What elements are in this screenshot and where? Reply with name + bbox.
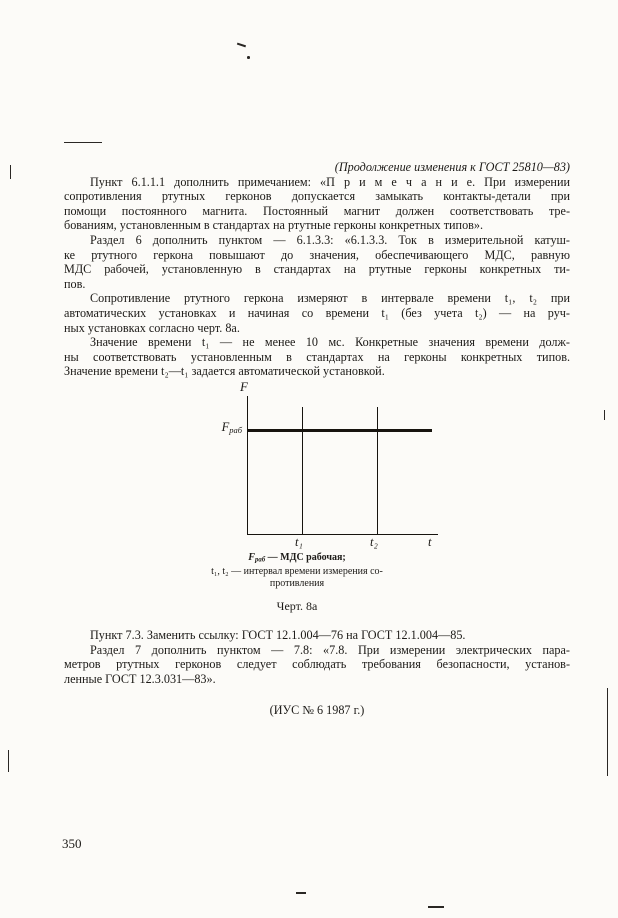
text-line: Раздел 7 дополнить пунктом — 7.8: «7.8. При измерении электрических пара- xyxy=(90,642,570,657)
scan-artifact xyxy=(607,688,608,776)
t2-marker-line xyxy=(377,407,378,535)
caption-line-1-text: — МДС рабочая; xyxy=(265,551,346,563)
text-line: Значение времени t₂—t₁ задается автоматической установкой. xyxy=(64,364,385,379)
scan-artifact xyxy=(8,750,9,772)
text-line: бованиям, установленным в стандартах на ртутные герконы конкретных типов». xyxy=(64,218,484,233)
paragraph-73 xyxy=(64,628,570,643)
ius-note: (ИУС № 6 1987 г.) xyxy=(269,703,365,718)
page-number: 350 xyxy=(62,836,82,851)
text-line: помощи постоянного магнита. Постоянный магнит должен соответствовать тре- xyxy=(64,203,570,218)
continuation-header: (Продолжение изменения к ГОСТ 25810—83) xyxy=(334,160,570,174)
text-line: ны соответствовать установленным в стандартах на герконы конкретных типов. xyxy=(64,349,570,364)
text-block xyxy=(64,160,570,718)
paragraph-resistance xyxy=(64,291,570,335)
text-line: ке ртутного геркона повышают до значения, обеспечивающего МДС, равную xyxy=(64,247,570,262)
scan-artifact xyxy=(296,892,306,894)
y-axis-label: F xyxy=(240,378,248,394)
frab-main: F xyxy=(221,419,230,434)
text-line: автоматических установках и начиная со времени t₁ (без учета t₂) — на руч- xyxy=(64,305,570,320)
frab-label xyxy=(190,421,242,437)
text-line: пов. xyxy=(64,276,86,291)
frab-level-line xyxy=(248,429,432,432)
t1-tick-label: t₁ xyxy=(295,534,303,549)
text-line: ных установках согласно черт. 8а. xyxy=(64,320,240,335)
text-line: Пункт 6.1.1.1 дополнить примечанием: «П р и м е ч а н и е. При измерении xyxy=(90,174,570,189)
scan-artifact xyxy=(604,410,605,420)
y-axis-line xyxy=(247,396,248,535)
caption-line-2: t₁, t₂ — интервал времени измерения со- xyxy=(211,566,383,578)
caption-line-3: противления xyxy=(269,577,325,589)
x-axis-line xyxy=(247,534,438,535)
x-axis-label: t xyxy=(428,534,432,549)
caption-frab-sub: раб xyxy=(254,556,266,564)
paragraph-6111 xyxy=(64,175,570,233)
t2-tick-label: t₂ xyxy=(370,534,378,549)
figure-chart-8a xyxy=(64,378,570,616)
caption-frab-main: F xyxy=(248,551,255,563)
t1-marker-line xyxy=(302,407,303,535)
caption-line-1 xyxy=(154,552,440,566)
text-line: метров ртутных герконов следует соблюдать требования безопасности, установ- xyxy=(64,657,570,672)
paragraph-time-values xyxy=(64,335,570,379)
text-line: Сопротивление ртутного геркона измеряют в интервале времени t₁, t₂ при xyxy=(90,291,570,306)
text-line: МДС рабочей, установленную в стандартах на ртутные герконы конкретных ти- xyxy=(64,262,570,277)
text-line: Значение времени t₁ — не менее 10 мс. Конкретные значения времени долж- xyxy=(90,335,570,350)
scan-artifact xyxy=(64,142,102,143)
figure-caption xyxy=(154,552,440,613)
figure-title: Черт. 8а xyxy=(276,599,318,614)
scan-artifact xyxy=(428,906,444,908)
text-line: сопротивления ртутных герконов допускается замыкать контакты-детали при xyxy=(64,189,570,204)
paragraph-6133 xyxy=(64,233,570,291)
scan-artifact xyxy=(10,165,11,179)
text-line: Пункт 7.3. Заменить ссылку: ГОСТ 12.1.004—76 на ГОСТ 12.1.004—85. xyxy=(90,627,466,642)
text-line: ленные ГОСТ 12.3.031—83». xyxy=(64,671,216,686)
frab-sub: раб xyxy=(229,425,242,436)
paragraph-78 xyxy=(64,643,570,687)
text-line: Раздел 6 дополнить пунктом — 6.1.3.3: «6.1.3.3. Ток в измерительной катуш- xyxy=(90,232,570,247)
scan-artifact xyxy=(237,43,246,47)
scan-artifact xyxy=(247,56,250,59)
